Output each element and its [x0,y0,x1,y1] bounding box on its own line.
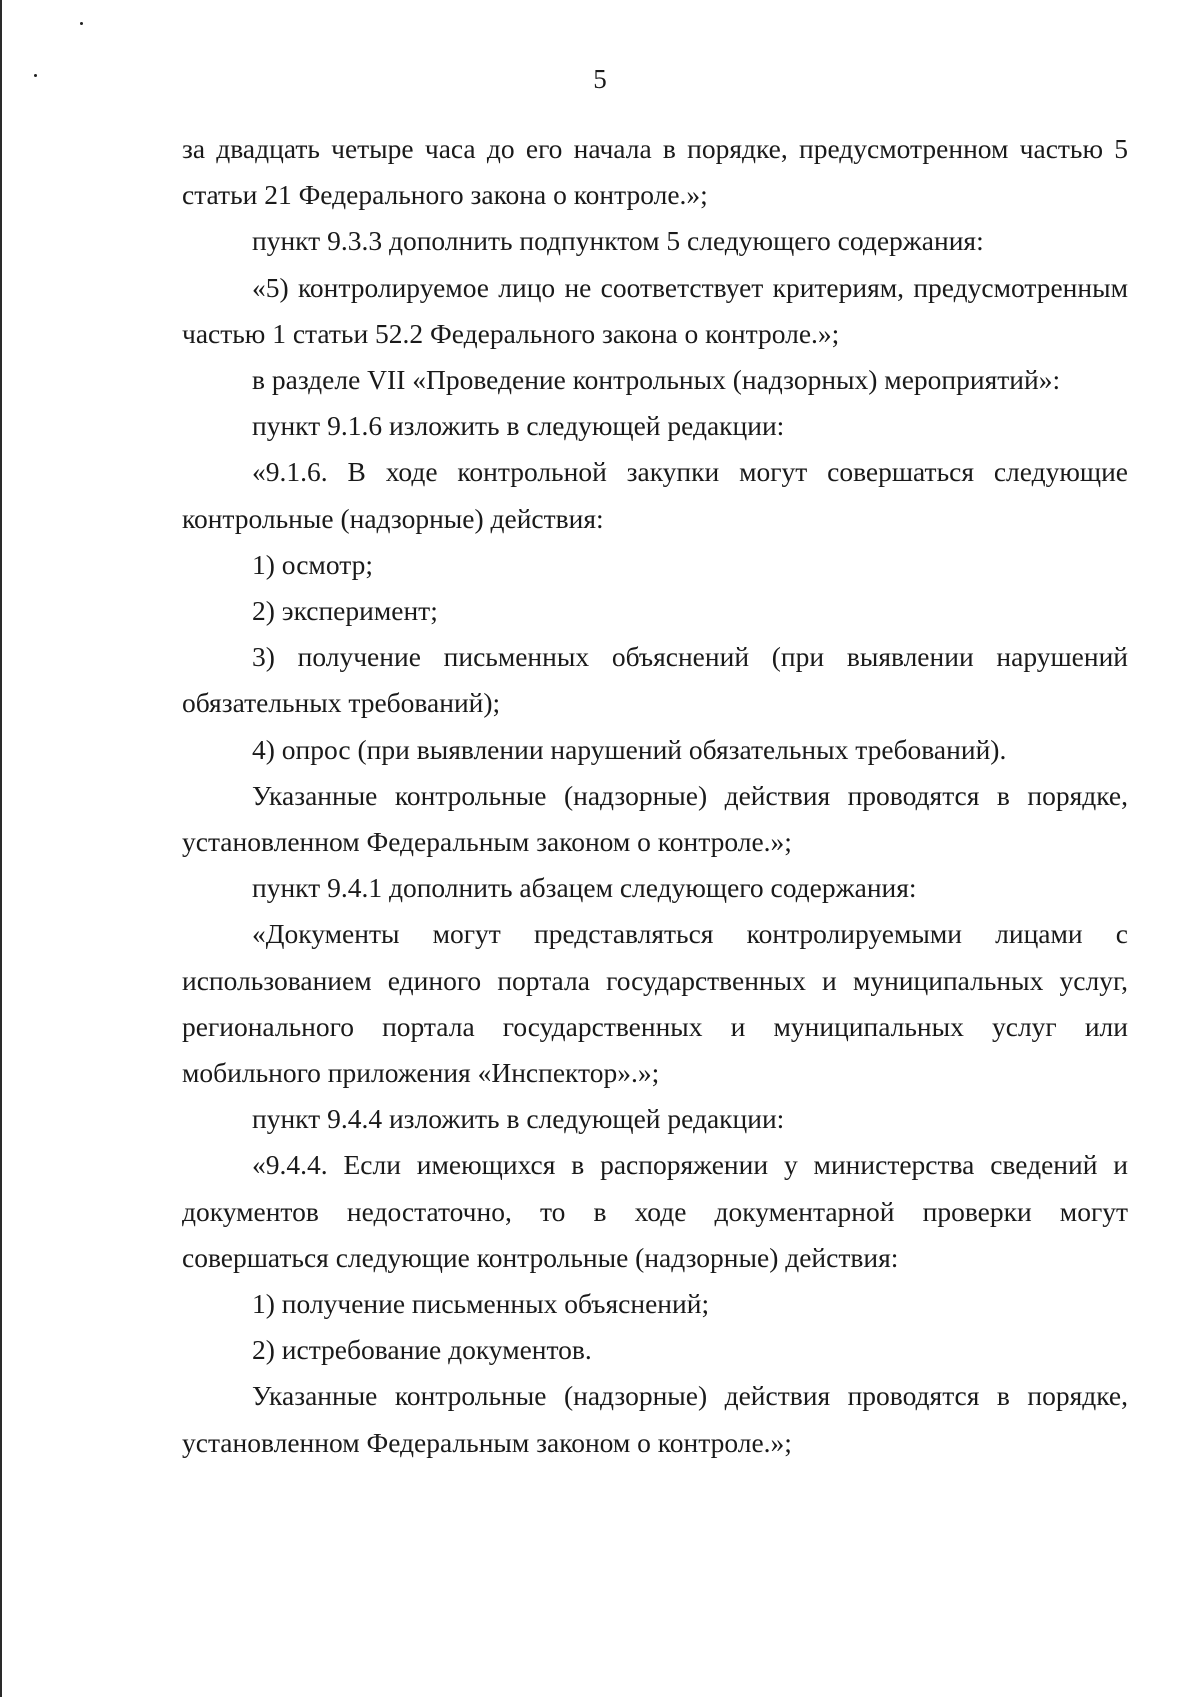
paragraph: «Документы могут представляться контролируемыми лицами с использованием единого портала государственных и муниципальных услуг, регионального портала государственных и муниципальных услуг или мобильного приложения «Инспектор».»; [182,918,1128,1089]
paragraph: в разделе VII «Проведение контрольных (надзорных) мероприятий»: [252,364,1061,396]
document-body [182,126,1128,1466]
paragraph: «5) контролируемое лицо не соответствует критериям, предусмотренным частью 1 статьи 52.2 Федерального закона о контроле.»; [182,271,1128,349]
paragraph: 2) эксперимент; [252,595,438,627]
paragraph: 2) истребование документов. [252,1334,592,1366]
paragraph: 1) получение письменных объяснений; [252,1288,710,1320]
paragraph: Указанные контрольные (надзорные) действия проводятся в порядке, установленном Федеральным законом о контроле.»; [182,1380,1128,1458]
page-number: 5 [593,64,607,94]
scan-left-edge [0,0,2,1697]
paragraph: «9.4.4. Если имеющихся в распоряжении у министерства сведений и документов недостаточно, то в ходе документарной проверки могут совершаться следующие контрольные (надзорные) действия: [182,1149,1128,1273]
scan-speck [80,22,83,25]
paragraph: 4) опрос (при выявлении нарушений обязательных требований). [252,733,1007,765]
paragraph: 1) осмотр; [252,548,373,580]
paragraph: пункт 9.4.4 изложить в следующей редакции: [252,1103,785,1135]
paragraph: «9.1.6. В ходе контрольной закупки могут совершаться следующие контрольные (надзорные) действия: [182,456,1128,534]
paragraph: Указанные контрольные (надзорные) действия проводятся в порядке, установленном Федеральным законом о контроле.»; [182,779,1128,858]
paragraph: пункт 9.3.3 дополнить подпунктом 5 следующего содержания: [252,225,984,257]
paragraph: за двадцать четыре часа до его начала в порядке, предусмотренном частью 5 статьи 21 Федерального закона о контроле.»; [182,133,1128,211]
paragraph: пункт 9.1.6 изложить в следующей редакции: [252,410,785,442]
paragraph: пункт 9.4.1 дополнить абзацем следующего содержания: [252,872,917,904]
paragraph: 3) получение письменных объяснений (при выявлении нарушений обязательных требований); [182,641,1128,719]
